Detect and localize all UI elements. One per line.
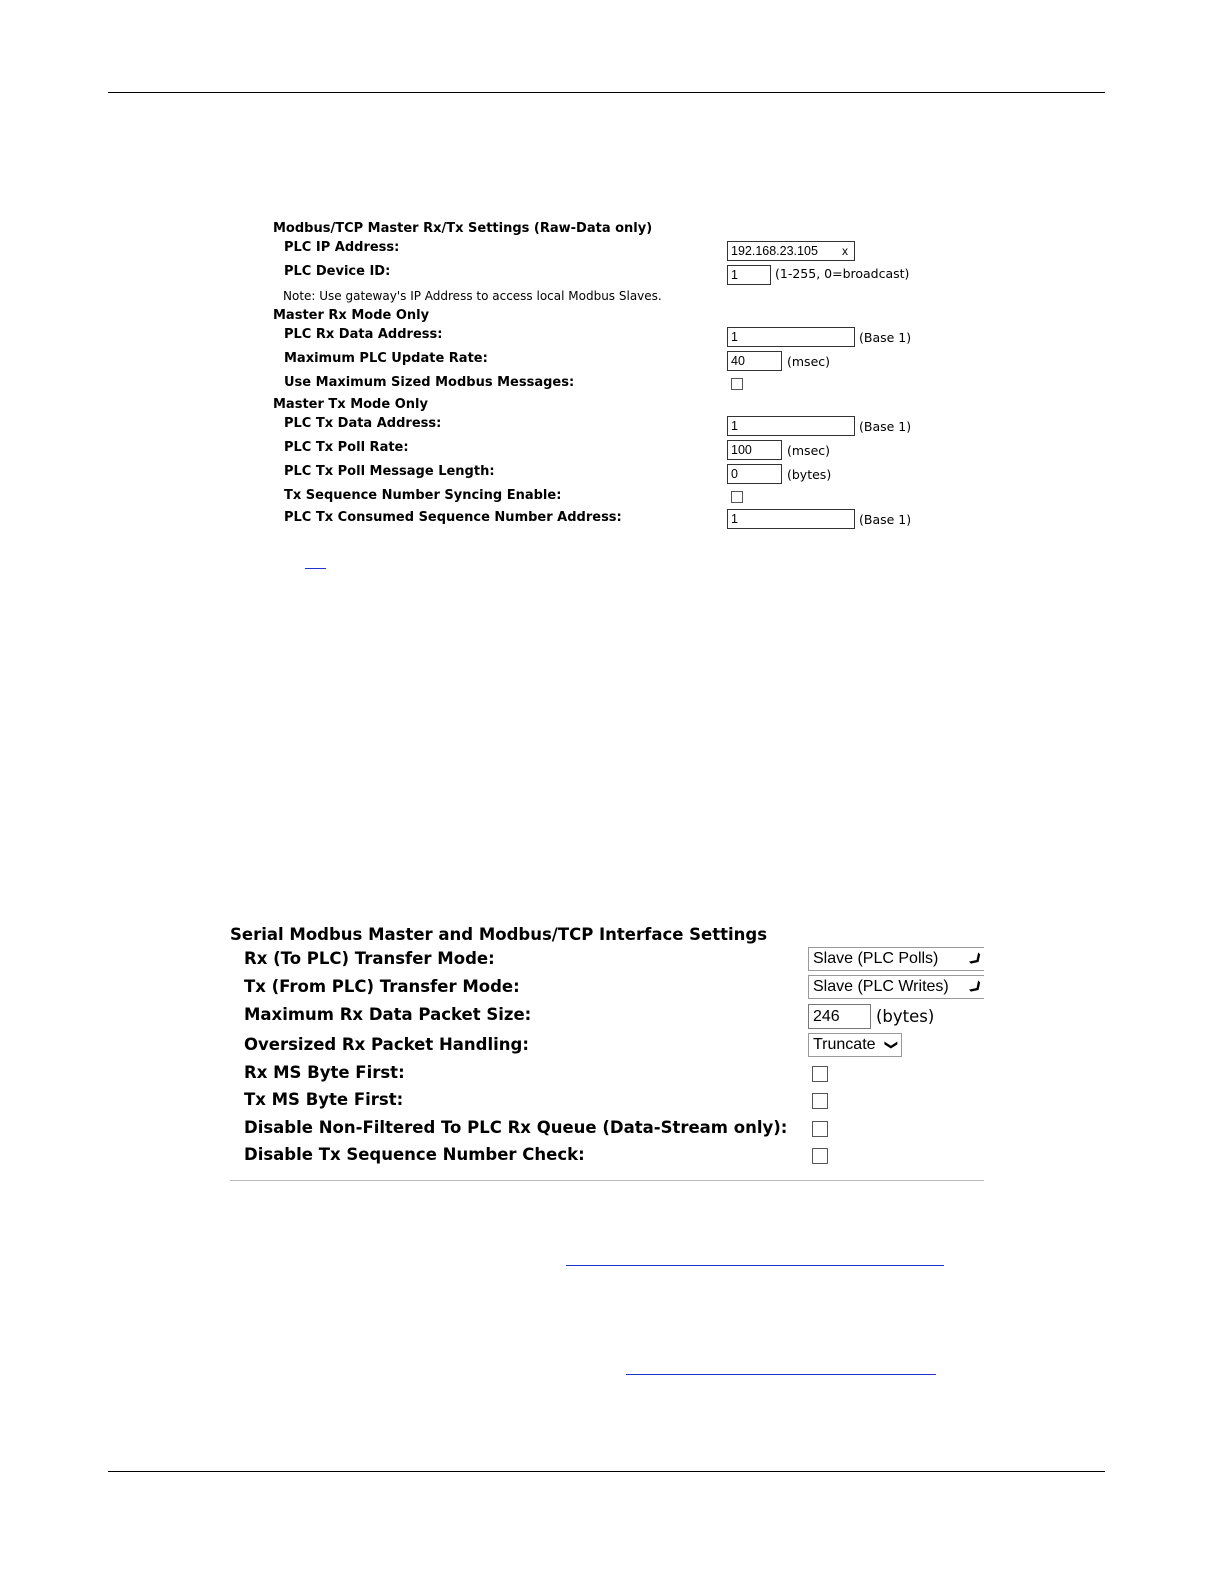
tx-mode-select[interactable] (808, 975, 987, 999)
rx-mode-value: Slave (PLC Polls) (813, 950, 939, 967)
device-id-hint: (1-255, 0=broadcast) (775, 266, 910, 281)
max-packet-input[interactable]: 246 (808, 1004, 871, 1029)
tx-ms-checkbox[interactable] (812, 1093, 828, 1109)
note-text: Note: Use gateway's IP Address to access local Modbus Slaves. (283, 289, 662, 303)
footer-rule (108, 1471, 1105, 1472)
rx-addr-unit: (Base 1) (859, 330, 912, 345)
max-msgs-checkbox[interactable] (731, 378, 743, 390)
poll-rate-unit: (msec) (787, 443, 831, 458)
disable-nonfiltered-label: Disable Non-Filtered To PLC Rx Queue (Data-Stream only): (244, 1118, 788, 1137)
tx-mode-value: Slave (PLC Writes) (813, 978, 949, 995)
disable-seq-checkbox[interactable] (812, 1148, 828, 1164)
consumed-label: PLC Tx Consumed Sequence Number Address: (284, 510, 622, 525)
hyperlink-underline[interactable] (566, 1265, 944, 1266)
hyperlink-underline[interactable] (626, 1374, 936, 1375)
rx-mode-select[interactable] (808, 947, 987, 971)
plc-ip-input[interactable] (727, 241, 855, 261)
seq-sync-label: Tx Sequence Number Syncing Enable: (284, 488, 562, 503)
plc-ip-value: 192.168.23.105 (731, 244, 818, 258)
tx-addr-input[interactable]: 1 (727, 416, 855, 436)
consumed-input[interactable]: 1 (727, 509, 855, 529)
rx-addr-label: PLC Rx Data Address: (284, 327, 443, 342)
rx-section-title: Master Rx Mode Only (273, 308, 430, 323)
chevron-down-icon: ❯ (967, 977, 987, 996)
tx-mode-label: Tx (From PLC) Transfer Mode: (244, 977, 520, 996)
device-id-input[interactable]: 1 (727, 265, 771, 285)
section-title: Modbus/TCP Master Rx/Tx Settings (Raw-Data only) (273, 221, 653, 236)
rx-ms-checkbox[interactable] (812, 1066, 828, 1082)
serial-section-title: Serial Modbus Master and Modbus/TCP Interface Settings (230, 925, 768, 944)
link-underline[interactable] (305, 568, 326, 569)
consumed-unit: (Base 1) (859, 512, 912, 527)
device-id-label: PLC Device ID: (284, 264, 391, 279)
oversized-select[interactable] (808, 1033, 902, 1057)
chevron-down-icon: ❯ (967, 949, 987, 968)
rx-ms-label: Rx MS Byte First: (244, 1063, 405, 1082)
poll-len-unit: (bytes) (787, 467, 832, 482)
disable-seq-label: Disable Tx Sequence Number Check: (244, 1145, 585, 1164)
oversized-value: Truncate (813, 1036, 876, 1053)
max-msgs-label: Use Maximum Sized Modbus Messages: (284, 375, 575, 390)
max-update-label: Maximum PLC Update Rate: (284, 351, 488, 366)
chevron-down-icon: ❯ (884, 1039, 900, 1051)
poll-len-input[interactable]: 0 (727, 464, 782, 484)
tx-addr-label: PLC Tx Data Address: (284, 416, 442, 431)
poll-rate-label: PLC Tx Poll Rate: (284, 440, 409, 455)
tx-ms-label: Tx MS Byte First: (244, 1090, 404, 1109)
plc-ip-label: PLC IP Address: (284, 240, 400, 255)
disable-nonfiltered-checkbox[interactable] (812, 1121, 828, 1137)
rx-addr-input[interactable]: 1 (727, 327, 855, 347)
max-update-input[interactable]: 40 (727, 351, 782, 371)
tx-addr-unit: (Base 1) (859, 419, 912, 434)
section-divider (230, 1180, 984, 1181)
poll-len-label: PLC Tx Poll Message Length: (284, 464, 495, 479)
rx-mode-label: Rx (To PLC) Transfer Mode: (244, 949, 495, 968)
max-update-unit: (msec) (787, 354, 831, 369)
poll-rate-input[interactable]: 100 (727, 440, 782, 460)
oversized-label: Oversized Rx Packet Handling: (244, 1035, 529, 1054)
clear-icon[interactable]: x (842, 244, 848, 258)
header-rule (108, 92, 1105, 93)
max-packet-unit: (bytes) (876, 1007, 935, 1026)
tx-section-title: Master Tx Mode Only (273, 397, 428, 412)
seq-sync-checkbox[interactable] (731, 491, 743, 503)
max-packet-label: Maximum Rx Data Packet Size: (244, 1005, 532, 1024)
